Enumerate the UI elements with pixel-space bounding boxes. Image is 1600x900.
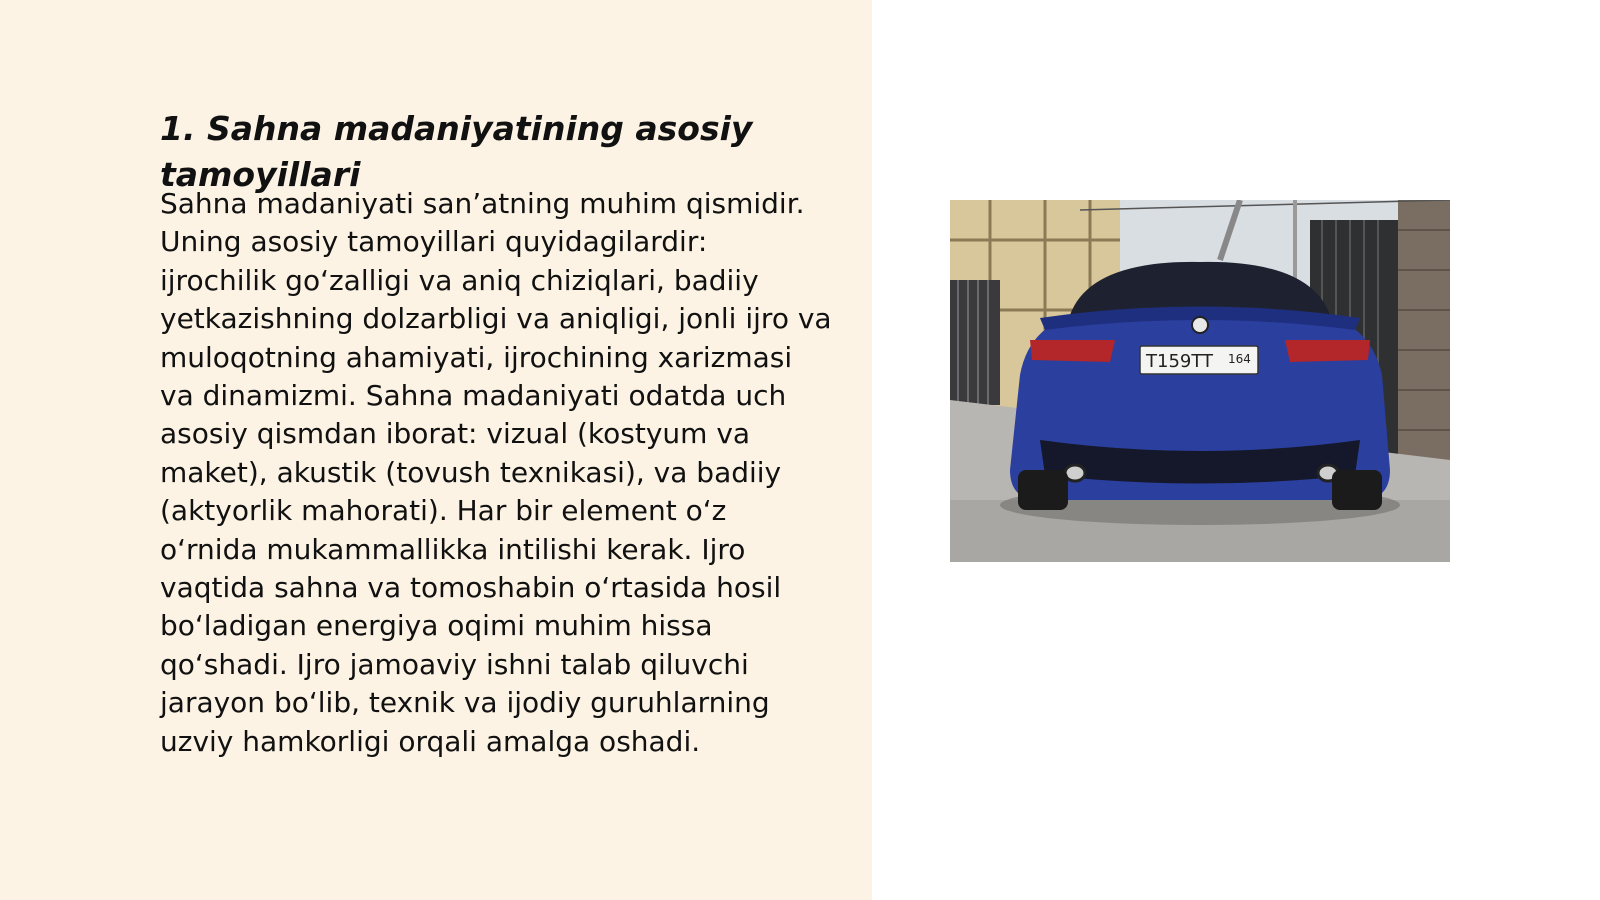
svg-text:T159TT: T159TT [1146, 351, 1214, 372]
car-photo-illustration [950, 200, 1450, 562]
tire-left [1018, 470, 1068, 510]
wall-right [1398, 200, 1450, 475]
tire-right [1332, 470, 1382, 510]
slide-title: 1. Sahna madaniyatining asosiy tamoyillari [160, 109, 753, 194]
car-photo [950, 200, 1450, 562]
taillight-left [1030, 340, 1115, 362]
slide-body-text: Sahna madaniyati san’atning muhim qismidir. Uning asosiy tamoyillari quyidagilardir: ijrochilik go‘zalligi va aniq chiziqlari, badiiy yetkazishning dolzarbligi va aniqligi, jonli ijro va muloqotning ahamiyati, ijrochining xarizmasi va dinamizmi. Sahna madaniyati odatda uch asosiy qismdan iborat: vizual (kostyum va maket), akustik (tovush texnikasi), va badiiy (aktyorlik mahorati). Har bir element o‘z o‘rnida mukammallikka intilishi kerak. Ijro vaqtida sahna va tomoshabin o‘rtasida hosil bo‘ladigan energiya oqimi muhim hissa qo‘shadi. Ijro jamoaviy ishni talab qiluvchi jarayon bo‘lib, texnik va ijodiy guruhlarning uzviy hamkorligi orqali amalga oshadi. [160, 187, 832, 758]
logo-emblem [1192, 317, 1208, 333]
taillight-right [1285, 340, 1370, 362]
svg-text:164: 164 [1228, 352, 1251, 366]
